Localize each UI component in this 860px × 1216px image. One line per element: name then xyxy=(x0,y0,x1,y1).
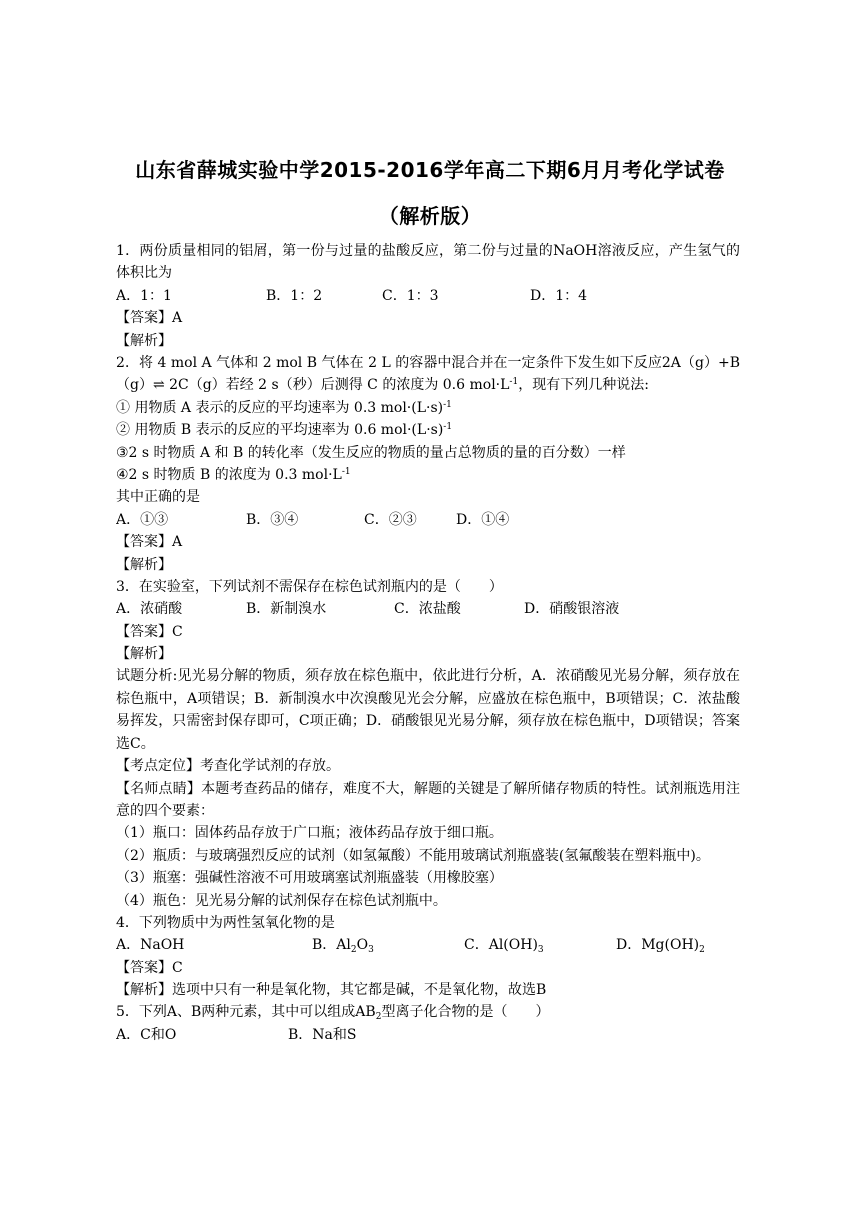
q4-option-c-text: C．Al(OH) xyxy=(464,937,538,954)
q1-options xyxy=(116,285,740,307)
q1-option-d: D．1：4 xyxy=(530,287,588,304)
q4-option-c xyxy=(464,934,616,956)
q3-option-c: C．浓盐酸 xyxy=(394,601,461,618)
q5-stem-tail: 型离子化合物的是（ ） xyxy=(381,1004,550,1021)
q4-option-b-sub: 2 xyxy=(350,945,357,956)
q2-analysis: 【解析】 xyxy=(116,556,172,573)
q2-answer: 【答案】A xyxy=(116,534,183,551)
q4-option-b-text: B．Al xyxy=(312,937,351,954)
q2-statement-1-text: ① 用物质 A 表示的反应的平均速率为 0.3 mol·(L·s) xyxy=(116,399,444,416)
q4-option-c-sub: 3 xyxy=(537,945,544,956)
q3-options xyxy=(116,598,740,620)
document-body xyxy=(116,240,740,1046)
q3-option-a: A．浓硝酸 xyxy=(116,601,183,618)
q2-statement-1 xyxy=(116,397,740,419)
q3-stem: 3．在实验室，下列试剂不需保存在棕色试剂瓶内的是（ ） xyxy=(116,578,503,595)
q1-option-a: A．1：1 xyxy=(116,287,172,304)
q4-stem: 4．下列物质中为两性氢氧化物的是 xyxy=(116,914,335,931)
q3-analysis-detail: 试题分析:见光易分解的物质，须存放在棕色瓶中，依此进行分析，A．浓硝酸见光易分解，须存放在棕色瓶中，A项错误；B．新制溴水中次溴酸见光会分解，应盛放在棕色瓶中，B项错误；C．浓盐酸易挥发，只需密封保存即可，C项正确；D．硝酸银见光易分解，须存放在棕色瓶中，D项错误；答案选C。 xyxy=(116,668,740,752)
q2-statement-2-text: ② 用物质 B 表示的反应的平均速率为 0.6 mol·(L·s) xyxy=(116,422,444,439)
q1-stem: 1．两份质量相同的铝屑，第一份与过量的盐酸反应，第二份与过量的NaOH溶液反应，产生氢气的体积比为 xyxy=(116,243,740,282)
q2-statement-4-superscript: -1 xyxy=(341,466,351,477)
q4-option-b-sub: 3 xyxy=(368,945,374,956)
q2-options xyxy=(116,509,740,531)
q5-stem-sub: 2 xyxy=(375,1012,382,1023)
q4-option-d-sub: 2 xyxy=(699,945,705,956)
q1-analysis: 【解析】 xyxy=(116,332,172,349)
q5-stem xyxy=(116,1001,740,1023)
q4-option-a: A．NaOH xyxy=(116,937,185,954)
q4-option-d xyxy=(616,934,705,956)
page-subtitle: （解析版） xyxy=(378,204,482,228)
q2-stem-text: 2．将 4 mol A 气体和 2 mol B 气体在 2 L 的容器中混合并在一定条件下发生如下反应2A（g）+B（g）⇌ 2C（g）若经 2 s（秒）后测得 C 的浓度为 0.6 mol·L xyxy=(116,354,740,394)
q5-stem-text: 5．下列A、B两种元素，其中可以组成AB xyxy=(116,1004,376,1021)
q2-statement-4-text: ④2 s 时物质 B 的浓度为 0.3 mol·L xyxy=(116,466,342,483)
q2-option-b: B．③④ xyxy=(246,511,299,528)
q2-option-c: C．②③ xyxy=(364,511,417,528)
q2-ask: 其中正确的是 xyxy=(116,489,200,506)
q4-option-b xyxy=(312,934,464,956)
q5-option-b: B．Na和S xyxy=(288,1026,357,1043)
q4-answer: 【答案】C xyxy=(116,959,183,976)
q5-options xyxy=(116,1024,740,1046)
q2-statement-2-superscript: -1 xyxy=(443,422,453,433)
q1-answer: 【答案】A xyxy=(116,310,183,327)
q3-option-d: D．硝酸银溶液 xyxy=(524,601,620,618)
q3-exam-point: 【考点定位】考查化学试剂的存放。 xyxy=(116,758,340,775)
q3-tip-item: （3）瓶塞：强碱性溶液不可用玻璃塞试剂瓶盛装（用橡胶塞） xyxy=(116,870,503,887)
q4-option-d-text: D．Mg(OH) xyxy=(616,937,700,954)
q5-option-a: A．C和O xyxy=(116,1026,177,1043)
q2-stem xyxy=(116,352,740,397)
q2-stem-tail: ，现有下列几种说法: xyxy=(518,377,649,394)
q4-option-b-text: O xyxy=(356,937,369,954)
q3-tip-item: （2）瓶质：与玻璃强烈反应的试剂（如氢氟酸）不能用玻璃试剂瓶盛装(氢氟酸装在塑料瓶中)。 xyxy=(116,847,710,864)
q4-options xyxy=(116,934,740,956)
page-title: 山东省薛城实验中学2015-2016学年高二下期6月月考化学试卷 xyxy=(135,158,725,182)
q1-option-c: C．1：3 xyxy=(382,287,439,304)
q2-option-d: D．①④ xyxy=(456,511,510,528)
q3-option-b: B．新制溴水 xyxy=(246,601,327,618)
q2-option-a: A．①③ xyxy=(116,511,169,528)
q4-analysis: 【解析】选项中只有一种是氧化物，其它都是碱，不是氧化物，故选B xyxy=(116,982,547,999)
q2-statement-1-superscript: -1 xyxy=(443,399,452,410)
q3-analysis: 【解析】 xyxy=(116,646,172,663)
q3-answer: 【答案】C xyxy=(116,623,183,640)
q3-teacher-tip: 【名师点睛】本题考查药品的储存，难度不大，解题的关键是了解所储存物质的特性。试剂瓶选用注意的四个要素： xyxy=(116,780,740,819)
q2-stem-superscript: -1 xyxy=(509,377,519,388)
q2-statement-4 xyxy=(116,464,740,486)
q3-tip-item: （1）瓶口：固体药品存放于广口瓶；液体药品存放于细口瓶。 xyxy=(116,825,503,842)
q1-option-b: B．1：2 xyxy=(266,287,323,304)
q2-statement-2 xyxy=(116,419,740,441)
q3-tip-item: （4）瓶色：见光易分解的试剂保存在棕色试剂瓶中。 xyxy=(116,892,447,909)
q2-statement-3: ③2 s 时物质 A 和 B 的转化率（发生反应的物质的量占总物质的量的百分数）一样 xyxy=(116,444,626,461)
